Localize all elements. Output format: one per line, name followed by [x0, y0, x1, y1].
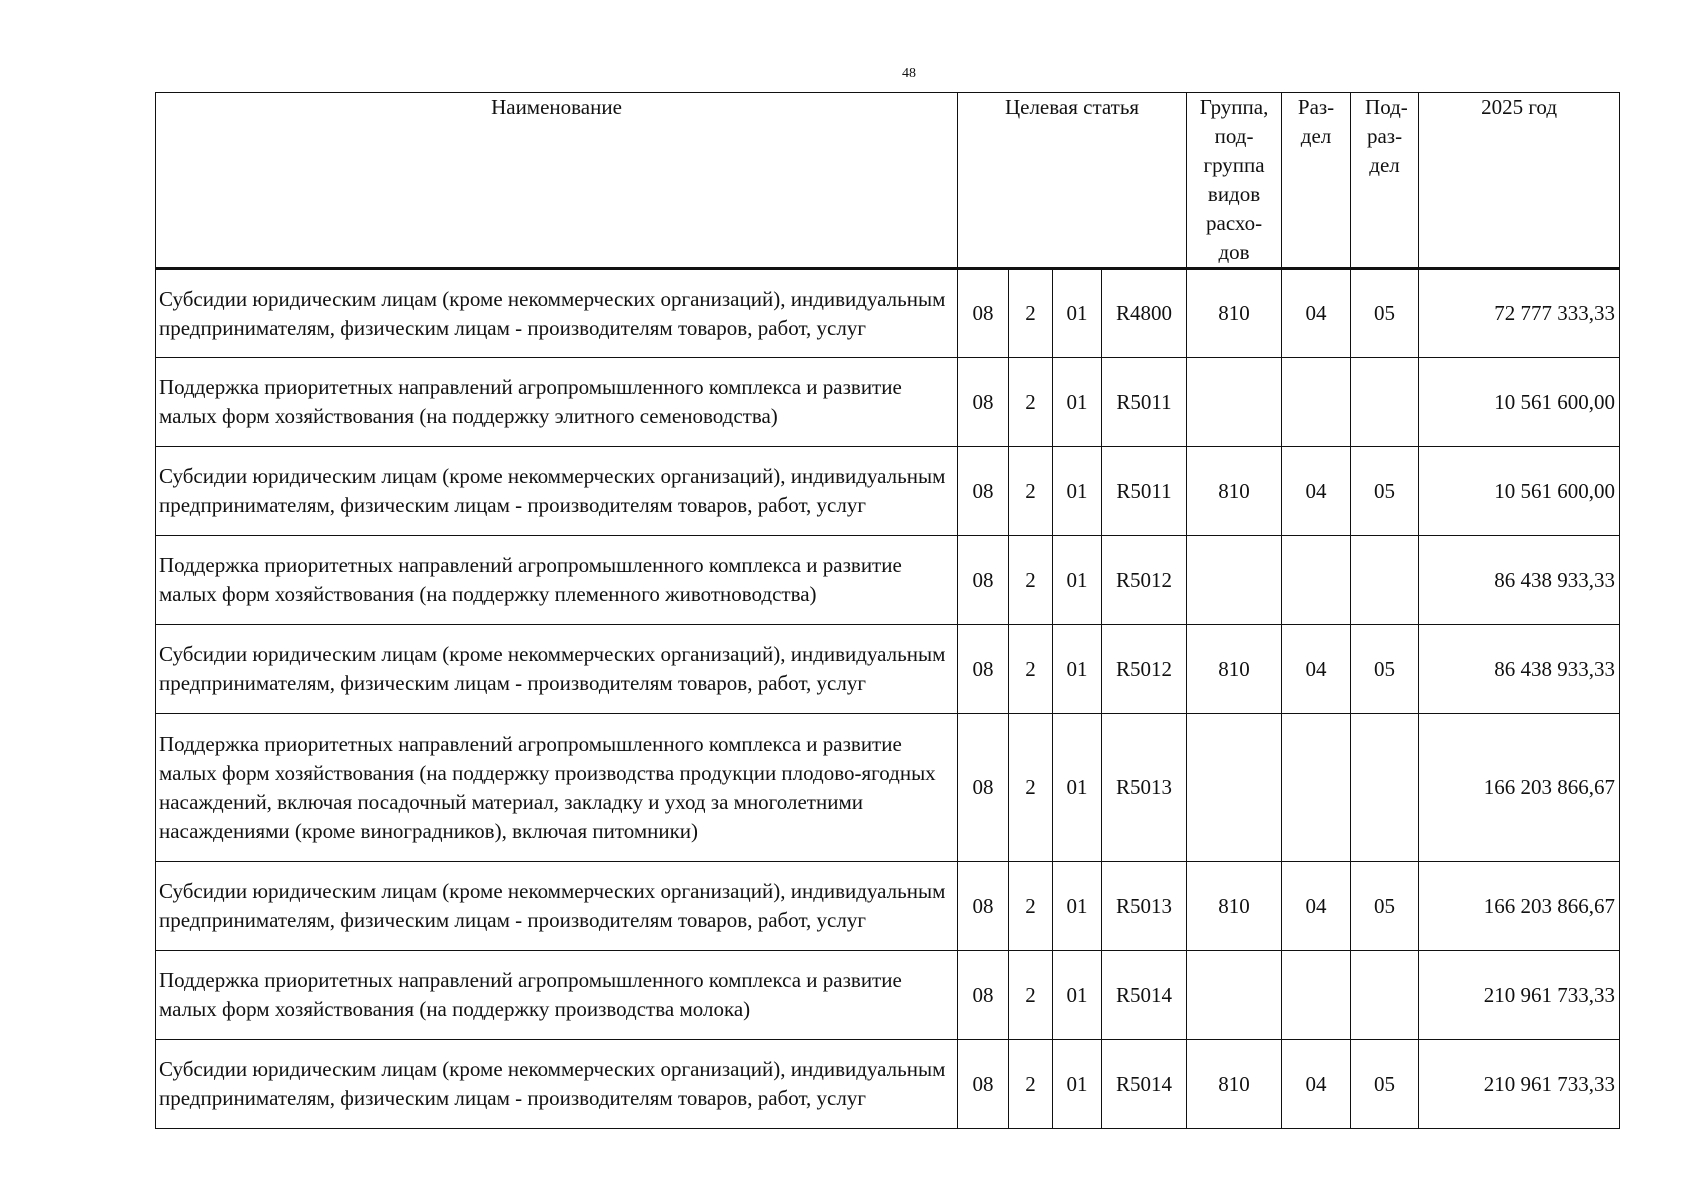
header-target-article: Целевая статья	[958, 93, 1187, 269]
subsection	[1351, 536, 1419, 625]
section	[1282, 951, 1351, 1040]
expense-group	[1187, 714, 1282, 862]
table-row	[156, 358, 1620, 447]
target-article-subprogram: 2	[1009, 951, 1053, 1040]
expense-group: 810	[1187, 862, 1282, 951]
header-section-text: Раз-дел	[1297, 95, 1335, 148]
row-name: Субсидии юридическим лицам (кроме некоммерческих организаций), индивидуальным предпринимателям, физическим лицам - производителям товаров, работ, услуг	[156, 625, 958, 714]
amount-2025: 166 203 866,67	[1419, 862, 1620, 951]
target-article-code: R5011	[1102, 358, 1187, 447]
target-article-subprogram: 2	[1009, 358, 1053, 447]
target-article-program: 08	[958, 447, 1009, 536]
target-article-event: 01	[1053, 358, 1102, 447]
row-name: Субсидии юридическим лицам (кроме некоммерческих организаций), индивидуальным предпринимателям, физическим лицам - производителям товаров, работ, услуг	[156, 862, 958, 951]
target-article-event: 01	[1053, 862, 1102, 951]
section: 04	[1282, 447, 1351, 536]
target-article-event: 01	[1053, 951, 1102, 1040]
table-row	[156, 714, 1620, 862]
subsection	[1351, 358, 1419, 447]
target-article-event: 01	[1053, 447, 1102, 536]
section: 04	[1282, 862, 1351, 951]
header-expense-group	[1187, 93, 1282, 269]
header-expense-group-text: Группа, под-группа видов расхо-дов	[1199, 95, 1269, 264]
expense-group	[1187, 536, 1282, 625]
target-article-event: 01	[1053, 269, 1102, 358]
table-row	[156, 625, 1620, 714]
section	[1282, 358, 1351, 447]
table-row	[156, 269, 1620, 358]
target-article-event: 01	[1053, 536, 1102, 625]
amount-2025: 86 438 933,33	[1419, 536, 1620, 625]
header-name: Наименование	[156, 93, 958, 269]
target-article-program: 08	[958, 714, 1009, 862]
subsection	[1351, 714, 1419, 862]
amount-2025: 72 777 333,33	[1419, 269, 1620, 358]
target-article-event: 01	[1053, 714, 1102, 862]
target-article-program: 08	[958, 951, 1009, 1040]
target-article-code: R5013	[1102, 862, 1187, 951]
target-article-event: 01	[1053, 1040, 1102, 1129]
header-row	[156, 93, 1620, 269]
subsection: 05	[1351, 862, 1419, 951]
expense-group: 810	[1187, 1040, 1282, 1129]
target-article-subprogram: 2	[1009, 714, 1053, 862]
section: 04	[1282, 1040, 1351, 1129]
amount-2025: 210 961 733,33	[1419, 1040, 1620, 1129]
section	[1282, 536, 1351, 625]
target-article-program: 08	[958, 269, 1009, 358]
target-article-subprogram: 2	[1009, 269, 1053, 358]
amount-2025: 86 438 933,33	[1419, 625, 1620, 714]
expense-group: 810	[1187, 269, 1282, 358]
target-article-program: 08	[958, 1040, 1009, 1129]
table-row	[156, 1040, 1620, 1129]
target-article-subprogram: 2	[1009, 862, 1053, 951]
amount-2025: 10 561 600,00	[1419, 447, 1620, 536]
target-article-event: 01	[1053, 625, 1102, 714]
section	[1282, 714, 1351, 862]
row-name: Поддержка приоритетных направлений агропромышленного комплекса и развитие малых форм хозяйствования (на поддержку производства продукции плодово-ягодных насаждений, включая посадочный материал, закладку и уход за многолетними насаждениями (кроме виноградников), включая питомники)	[156, 714, 958, 862]
amount-2025: 166 203 866,67	[1419, 714, 1620, 862]
expense-group	[1187, 358, 1282, 447]
target-article-code: R5014	[1102, 951, 1187, 1040]
target-article-subprogram: 2	[1009, 536, 1053, 625]
amount-2025: 10 561 600,00	[1419, 358, 1620, 447]
subsection: 05	[1351, 1040, 1419, 1129]
header-year: 2025 год	[1419, 93, 1620, 269]
subsection: 05	[1351, 269, 1419, 358]
target-article-subprogram: 2	[1009, 1040, 1053, 1129]
row-name: Поддержка приоритетных направлений агропромышленного комплекса и развитие малых форм хозяйствования (на поддержку производства молока)	[156, 951, 958, 1040]
section: 04	[1282, 625, 1351, 714]
table-body	[156, 269, 1620, 1129]
target-article-code: R5012	[1102, 536, 1187, 625]
row-name: Субсидии юридическим лицам (кроме некоммерческих организаций), индивидуальным предпринимателям, физическим лицам - производителям товаров, работ, услуг	[156, 269, 958, 358]
section: 04	[1282, 269, 1351, 358]
subsection: 05	[1351, 447, 1419, 536]
budget-table	[155, 92, 1620, 1129]
target-article-code: R5013	[1102, 714, 1187, 862]
target-article-subprogram: 2	[1009, 447, 1053, 536]
target-article-program: 08	[958, 625, 1009, 714]
page-number: 48	[902, 66, 916, 81]
table-row	[156, 862, 1620, 951]
amount-2025: 210 961 733,33	[1419, 951, 1620, 1040]
target-article-program: 08	[958, 862, 1009, 951]
target-article-code: R5011	[1102, 447, 1187, 536]
header-subsection	[1351, 93, 1419, 269]
target-article-program: 08	[958, 358, 1009, 447]
row-name: Субсидии юридическим лицам (кроме некоммерческих организаций), индивидуальным предпринимателям, физическим лицам - производителям товаров, работ, услуг	[156, 447, 958, 536]
target-article-subprogram: 2	[1009, 625, 1053, 714]
subsection: 05	[1351, 625, 1419, 714]
target-article-program: 08	[958, 536, 1009, 625]
target-article-code: R5012	[1102, 625, 1187, 714]
row-name: Поддержка приоритетных направлений агропромышленного комплекса и развитие малых форм хозяйствования (на поддержку племенного животноводства)	[156, 536, 958, 625]
row-name: Поддержка приоритетных направлений агропромышленного комплекса и развитие малых форм хозяйствования (на поддержку элитного семеноводства)	[156, 358, 958, 447]
target-article-code: R4800	[1102, 269, 1187, 358]
expense-group: 810	[1187, 625, 1282, 714]
table-row	[156, 951, 1620, 1040]
header-subsection-text: Под-раз-дел	[1365, 95, 1408, 177]
table-row	[156, 447, 1620, 536]
expense-group	[1187, 951, 1282, 1040]
target-article-code: R5014	[1102, 1040, 1187, 1129]
table-row	[156, 536, 1620, 625]
subsection	[1351, 951, 1419, 1040]
header-section	[1282, 93, 1351, 269]
expense-group: 810	[1187, 447, 1282, 536]
row-name: Субсидии юридическим лицам (кроме некоммерческих организаций), индивидуальным предпринимателям, физическим лицам - производителям товаров, работ, услуг	[156, 1040, 958, 1129]
